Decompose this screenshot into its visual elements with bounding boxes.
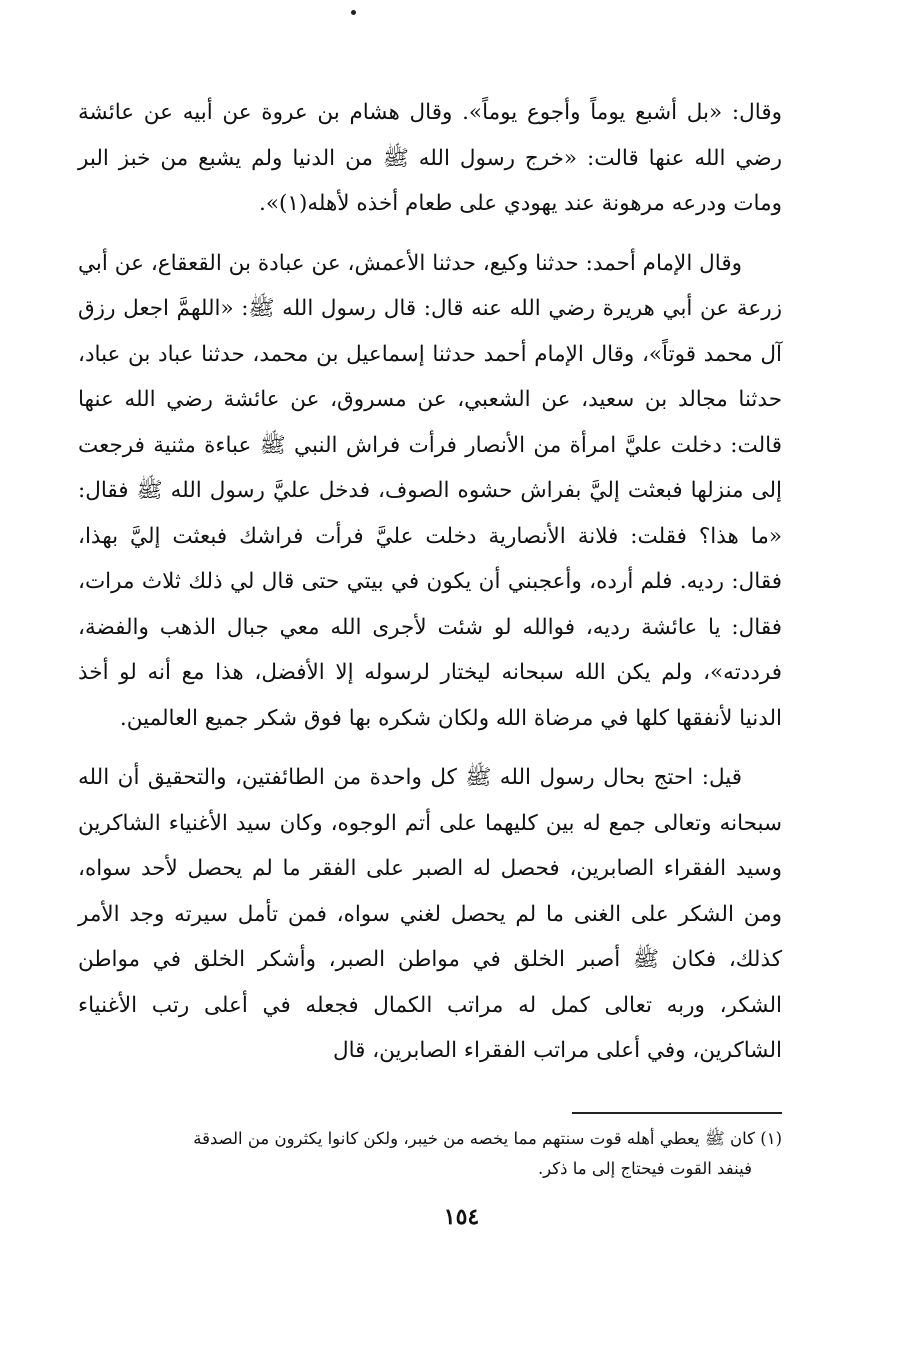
- paragraph-3: قيل: احتج بحال رسول الله ﷺ كل واحدة من الطائفتين، والتحقيق أن الله سبحانه وتعالى جمع له بين كليهما على أتم الوجوه، وكان سيد الأغنياء الشاكرين وسيد الفقراء الصابرين، فحصل له الصبر على الفقر ما لم يحصل لأحد سواه، ومن الشكر على الغنى ما لم يحصل لغني سواه، فمن تأمل سيرته وجد الأمر كذلك، فكان ﷺ أصبر الخلق في مواطن الصبر، وأشكر الخلق في مواطن الشكر، وربه تعالى كمل له مراتب الكمال فجعله في أعلى رتب الأغنياء الشاكرين، وفي أعلى مراتب الفقراء الصابرين، قال: [78, 765, 782, 1063]
- paragraph-1: وقال: «بل أشبع يوماً وأجوع يوماً». وقال هشام بن عروة عن أبيه عن عائشة رضي الله عنها قالت: «خرج رسول الله ﷺ من الدنيا ولم يشبع من خبز البر ومات ودرعه مرهونة عند يهودي على طعام أخذه لأهله(١)».: [78, 100, 782, 216]
- paragraph-2: وقال الإمام أحمد: حدثنا وكيع، حدثنا الأعمش، عن عبادة بن القعقاع، عن أبي زرعة عن أبي هريرة رضي الله عنه قال: قال رسول الله ﷺ: «اللهمَّ اجعل رزق آل محمد قوتاً»، وقال الإمام أحمد حدثنا إسماعيل بن محمد، حدثنا عباد بن عباد، حدثنا مجالد بن سعيد، عن الشعبي، عن مسروق، عن عائشة رضي الله عنها قالت: دخلت عليَّ امرأة من الأنصار فرأت فراش النبي ﷺ عباءة مثنية فرجعت إلى منزلها فبعثت إليَّ بفراش حشوه الصوف، فدخل عليَّ رسول الله ﷺ فقال: «ما هذا؟ فقلت: فلانة الأنصارية دخلت عليَّ فرأت فراشك فبعثت إليَّ بهذا، فقال: رديه. فلم أرده، وأعجبني أن يكون في بيتي حتى قال لي ذلك ثلاث مرات، فقال: يا عائشة رديه، فوالله لو شئت لأجرى الله معي جبال الذهب والفضة، فرددته»، ولم يكن الله سبحانه ليختار لرسوله إلا الأفضل، هذا مع أنه لو أخذ الدنيا لأنفقها كلها في مرضاة الله ولكان شكره بها فوق شكر جميع العالمين.: [78, 250, 782, 731]
- page-top-mark: [351, 10, 356, 15]
- footnote-line-2: فينفد القوت فيحتاج إلى ما ذكر.: [537, 1159, 752, 1178]
- page-number: ١٥٤: [443, 1204, 480, 1230]
- footnote-line-1: (١) كان ﷺ يعطي أهله قوت سنتهم مما يخصه من خيبر، ولكن كانوا يكثرون من الصدقة: [193, 1129, 782, 1148]
- footnote: [92, 1124, 782, 1184]
- footnote-divider: [572, 1112, 782, 1114]
- main-text: [78, 90, 782, 1074]
